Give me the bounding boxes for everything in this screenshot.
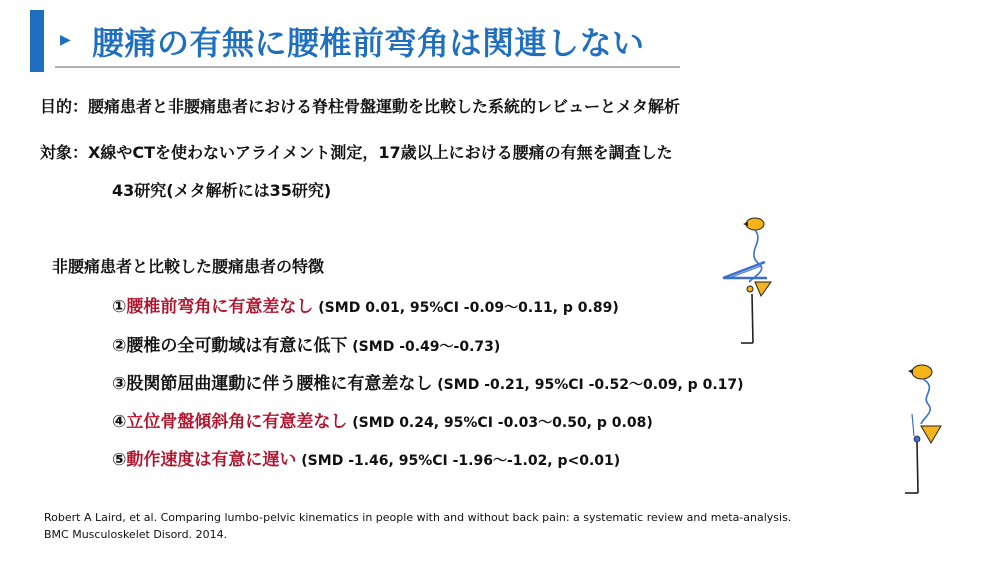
item-label: 立位骨盤傾斜角に有意差なし bbox=[126, 412, 348, 432]
title-accent-bar bbox=[30, 10, 44, 72]
item-label: 腰椎の全可動域は有意に低下 bbox=[126, 336, 348, 356]
reference-line-1: Robert A Laird, et al. Comparing lumbo-pelvic kinematics in people with and without back pain: a systematic review and meta-analysis. bbox=[44, 511, 792, 524]
item-number: ③ bbox=[112, 374, 127, 394]
feature-item-3 bbox=[112, 369, 744, 394]
slide-title: 腰痛の有無に腰椎前弯角は関連しない bbox=[92, 24, 645, 62]
features-heading: 非腰痛患者と比較した腰痛患者の特徴 bbox=[52, 257, 325, 276]
item-number: ① bbox=[112, 297, 127, 317]
item-label: 動作速度は有意に遅い bbox=[126, 450, 297, 470]
item-stat: (SMD -1.46, 95%CI -1.96～-1.02, p<0.01) bbox=[296, 453, 621, 469]
triangle-bullet-icon: ▶ bbox=[60, 32, 71, 48]
item-stat: (SMD 0.01, 95%CI -0.09～0.11, p 0.89) bbox=[313, 300, 619, 316]
item-number: ④ bbox=[112, 412, 127, 432]
feature-item-1 bbox=[112, 292, 619, 317]
subjects-text-line1: 対象：X線やCTを使わないアライメント測定，17歳以上における腰痛の有無を調査した bbox=[40, 143, 673, 162]
spine-figure-illustration bbox=[715, 212, 785, 348]
item-label: 股関節屈曲運動に伴う腰椎に有意差なし bbox=[126, 374, 433, 394]
purpose-text: 目的：腰痛患者と非腰痛患者における脊柱骨盤運動を比較した系統的レビューとメタ解析 bbox=[40, 97, 681, 116]
spine-figure-illustration bbox=[893, 356, 953, 496]
title-underline bbox=[55, 66, 680, 68]
subjects-text-line2: 43研究(メタ解析には35研究) bbox=[112, 181, 332, 200]
item-number: ② bbox=[112, 336, 127, 356]
reference-citation bbox=[44, 509, 791, 543]
item-number: ⑤ bbox=[112, 450, 127, 470]
item-stat: (SMD 0.24, 95%CI -0.03～0.50, p 0.08) bbox=[347, 415, 653, 431]
feature-item-2 bbox=[112, 331, 500, 356]
item-stat: (SMD -0.49～-0.73) bbox=[347, 339, 501, 355]
feature-item-4 bbox=[112, 407, 653, 432]
reference-line-2: BMC Musculoskelet Disord. 2014. bbox=[44, 528, 228, 541]
item-stat: (SMD -0.21, 95%CI -0.52～0.09, p 0.17) bbox=[432, 377, 744, 393]
feature-item-5 bbox=[112, 445, 620, 470]
item-label: 腰椎前弯角に有意差なし bbox=[126, 297, 314, 317]
